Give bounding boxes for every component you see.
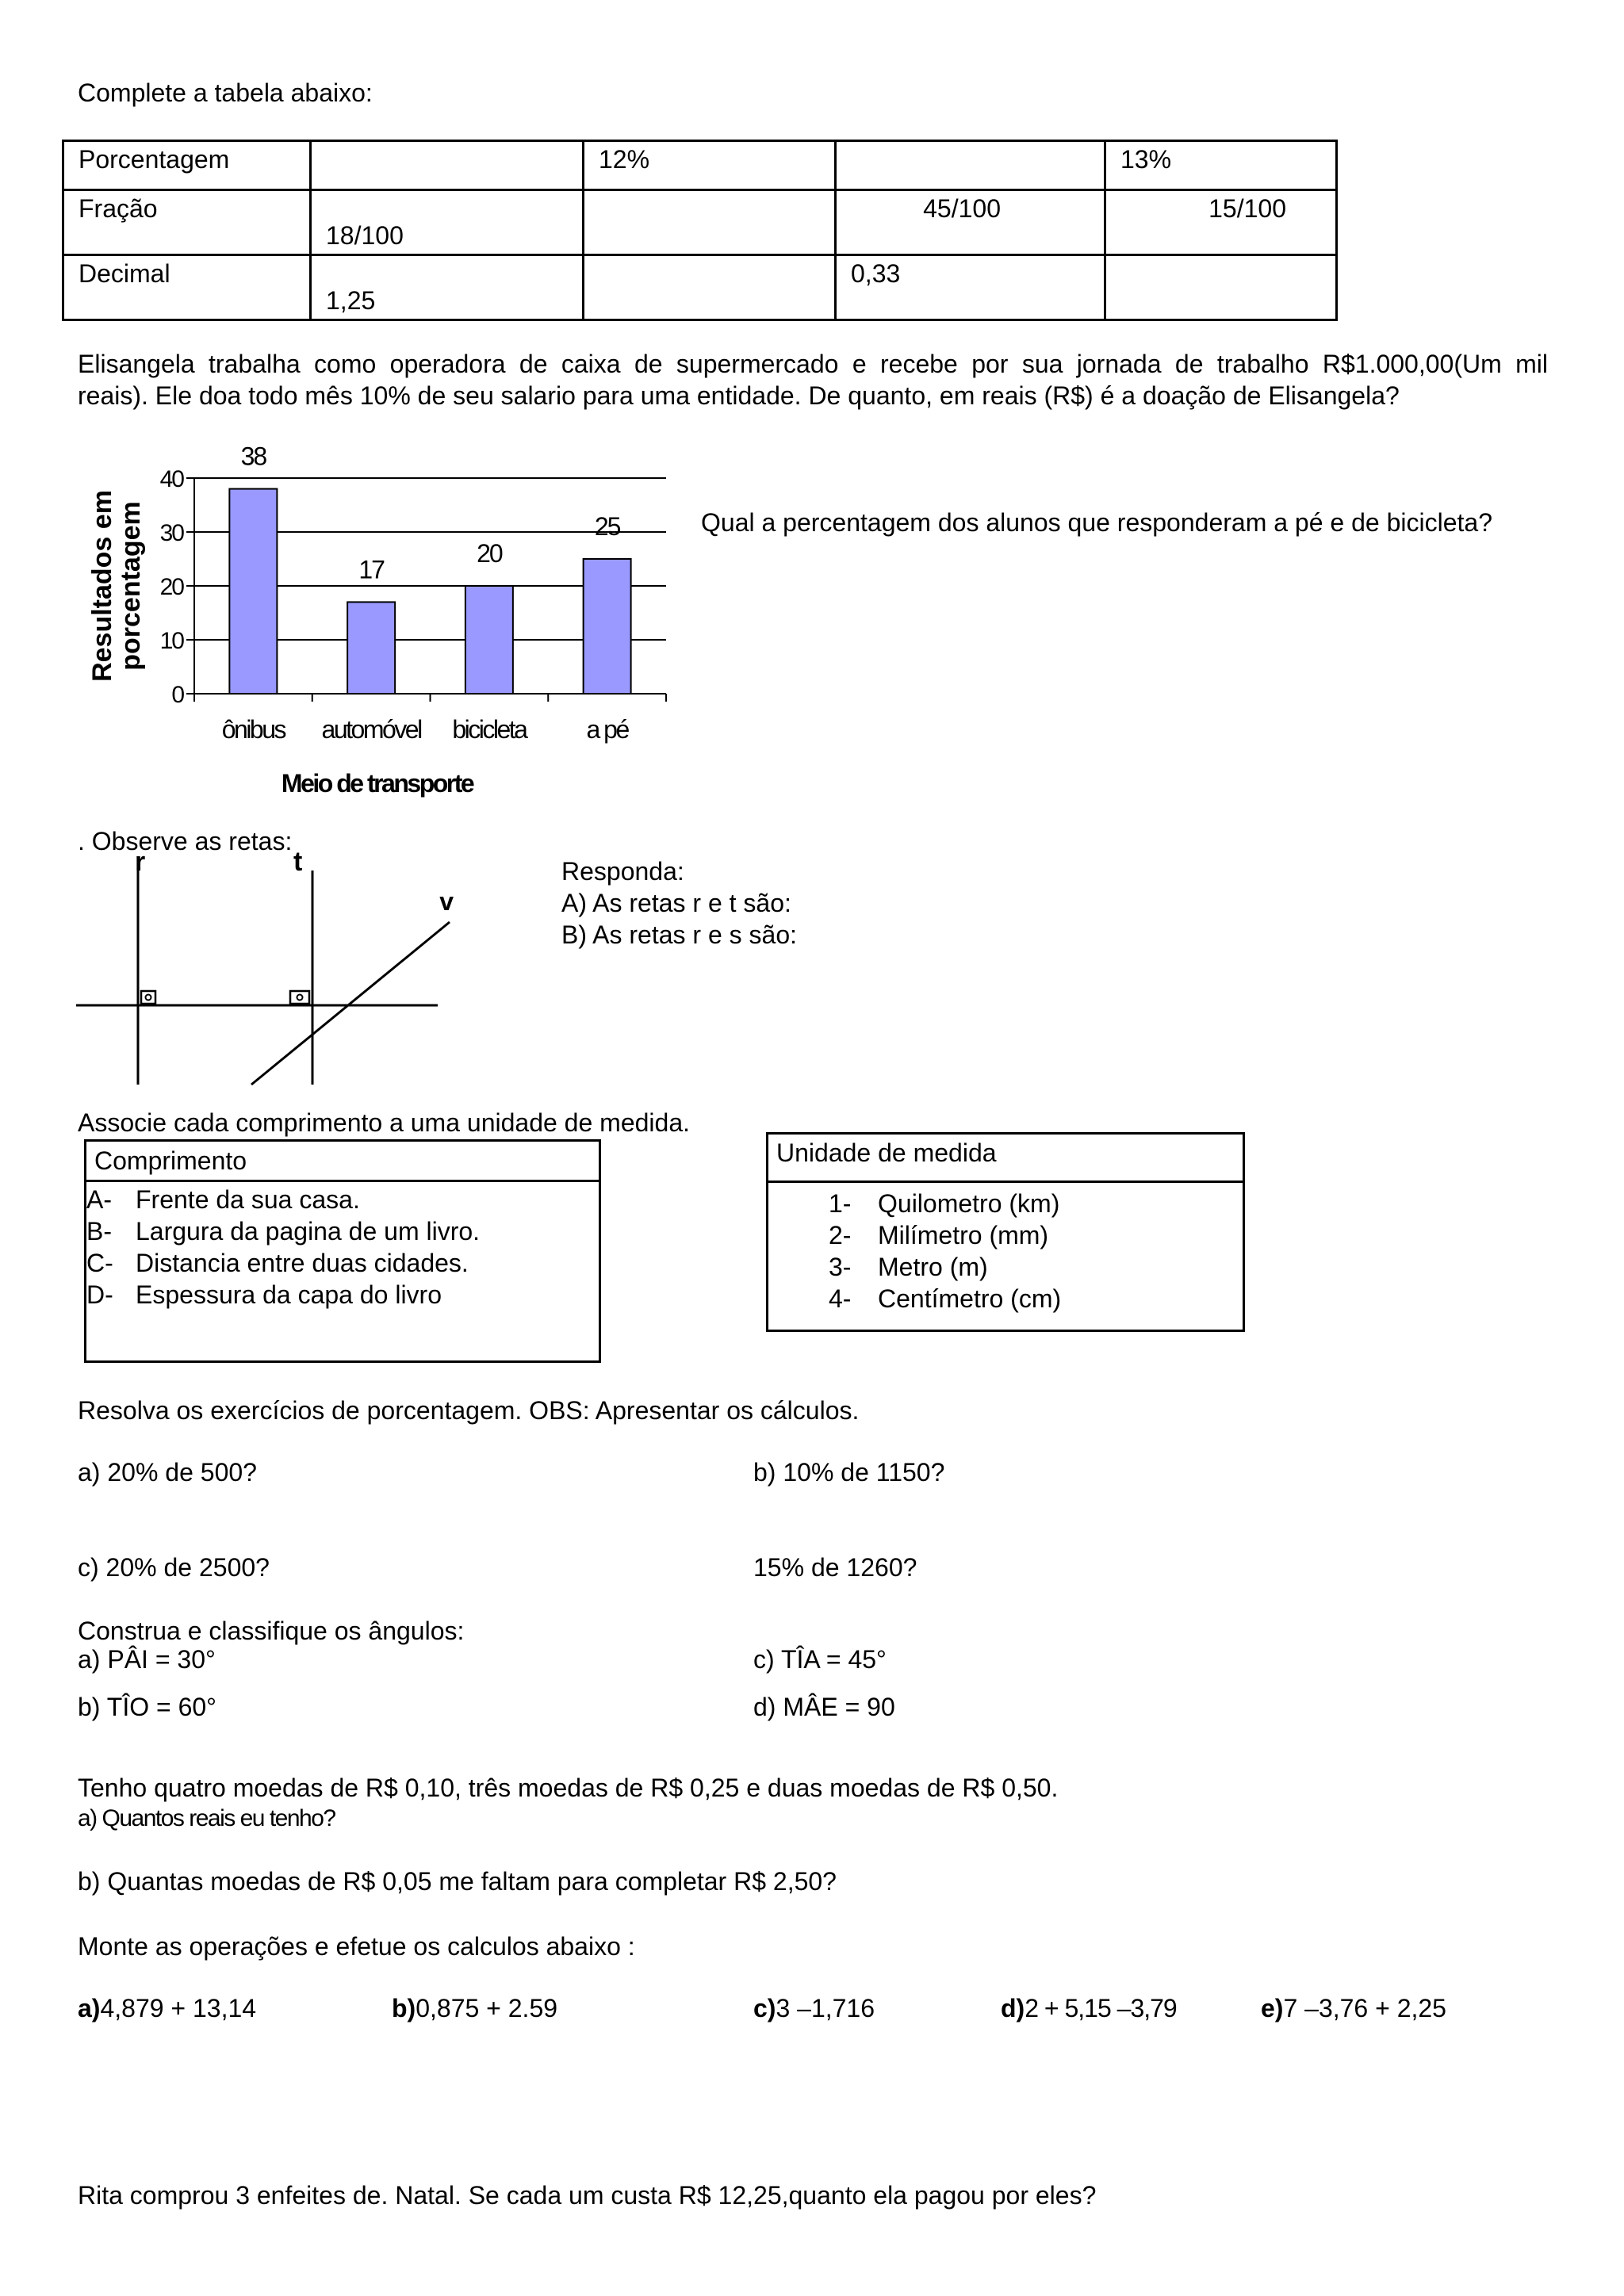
operation-key: e): [1261, 1994, 1284, 2022]
cell-value: 1,25: [326, 286, 376, 315]
bar: [347, 602, 395, 694]
comprimento-box: [84, 1139, 601, 1363]
table-cell: [584, 190, 836, 255]
operation-text: 7 –3,76 + 2,25: [1283, 1994, 1446, 2022]
operation-d: [1001, 1993, 1177, 2023]
retas-intro: . Observe as retas:: [78, 827, 293, 855]
item-text: Quilometro (km): [878, 1189, 1060, 1218]
item-text: Milímetro (mm): [878, 1221, 1049, 1249]
item-text: Frente da sua casa.: [136, 1185, 360, 1214]
right-angle-mark-t: [290, 991, 309, 1004]
operacoes-intro: Monte as operações e efetue os calculos abaixo :: [78, 1932, 635, 1961]
list-item: [86, 1184, 599, 1215]
list-item: [86, 1279, 599, 1311]
item-key: 3-: [829, 1253, 852, 1281]
list-item: [86, 1215, 599, 1247]
operation-c: [753, 1993, 875, 2023]
table-cell: 13%: [1105, 141, 1337, 190]
row-label: Porcentagem: [63, 141, 311, 190]
operation-key: c): [753, 1994, 776, 2022]
respond-label: Responda:: [561, 857, 684, 886]
exercise-a: a) 20% de 500?: [78, 1458, 257, 1487]
line-v: [251, 922, 450, 1085]
item-key: 1-: [829, 1189, 852, 1218]
table-cell: [836, 141, 1105, 190]
operation-text: 2 + 5,15 –3,79: [1025, 1994, 1177, 2022]
moedas-b: b) Quantas moedas de R$ 0,05 me faltam para completar R$ 2,50?: [78, 1867, 837, 1896]
row-label: Fração: [63, 190, 311, 255]
table-row: [63, 255, 1337, 320]
bar: [584, 559, 631, 694]
item-text: Metro (m): [878, 1253, 988, 1281]
item-text: Espessura da capa do livro: [136, 1280, 442, 1309]
comprimento-header: Comprimento: [86, 1142, 599, 1182]
label-t: t: [293, 847, 303, 877]
exercise-c: c) 20% de 2500?: [78, 1553, 270, 1582]
item-key: 4-: [829, 1284, 852, 1313]
table-cell: [1105, 255, 1337, 320]
y-tick-label: 40: [159, 466, 183, 492]
associe-intro: Associe cada comprimento a uma unidade de medida.: [78, 1108, 690, 1137]
angulos-intro: Construa e classifique os ângulos:: [78, 1617, 465, 1645]
exercise-b: b) 10% de 1150?: [753, 1458, 945, 1487]
y-tick-label: 10: [159, 628, 183, 654]
angle-b: b) TÎO = 60°: [78, 1693, 216, 1721]
moedas-a: a) Quantos reais eu tenho?: [78, 1805, 335, 1831]
y-axis-title: Resultados em: [87, 490, 117, 682]
bar-chart: [79, 432, 682, 805]
operation-text: 4,879 + 13,14: [100, 1994, 257, 2022]
porcentagem-intro: Resolva os exercícios de porcentagem. OBS: Apresentar os cálculos.: [78, 1396, 860, 1425]
operation-b: [392, 1993, 557, 2023]
question-a: A) As retas r e t são:: [561, 889, 791, 917]
moedas-line1: Tenho quatro moedas de R$ 0,10, três moedas de R$ 0,25 e duas moedas de R$ 0,50.: [78, 1774, 1059, 1802]
bar: [229, 489, 277, 694]
lines-diagram: [73, 847, 454, 1093]
operation-key: a): [78, 1994, 101, 2022]
list-item: [829, 1188, 1243, 1219]
data-label: 25: [594, 512, 620, 541]
percent-table: [62, 140, 1338, 321]
unidade-box: [766, 1132, 1245, 1332]
bar: [465, 586, 513, 694]
operation-key: d): [1001, 1994, 1025, 2022]
data-label: 38: [240, 442, 266, 471]
angle-d: d) MÂE = 90: [753, 1693, 895, 1721]
list-item: [829, 1219, 1243, 1251]
item-key: A-: [86, 1185, 112, 1214]
operation-text: 0,875 + 2.59: [416, 1994, 558, 2022]
item-key: C-: [86, 1249, 113, 1277]
y-tick-label: 30: [159, 520, 183, 546]
table-row: [63, 190, 1337, 255]
table-intro: Complete a tabela abaixo:: [78, 78, 373, 107]
table-cell: 45/100: [836, 190, 1105, 255]
data-label: 20: [477, 539, 502, 568]
elisangela-line2: reais). Ele doa todo mês 10% de seu salario para uma entidade. De quanto, em reais (R$) é a doação de Elisangela?: [78, 381, 1400, 410]
elisangela-line1: Elisangela trabalha como operadora de caixa de supermercado e recebe por sua jornada de trabalho R$1.000,00(Um mil: [78, 350, 1548, 378]
comprimento-list: [86, 1182, 599, 1311]
list-item: [86, 1247, 599, 1279]
x-tick-label: automóvel: [321, 715, 421, 744]
table-cell: [584, 255, 836, 320]
label-v: v: [439, 887, 454, 916]
table-cell: [311, 141, 584, 190]
table-cell: 12%: [584, 141, 836, 190]
operation-text: 3 –1,716: [776, 1994, 875, 2022]
angle-c: c) TÎA = 45°: [753, 1645, 887, 1674]
y-axis-title: porcentagem: [116, 501, 146, 671]
data-label: 17: [358, 555, 384, 584]
item-text: Distancia entre duas cidades.: [136, 1249, 469, 1277]
y-tick-label: 0: [171, 682, 183, 708]
right-angle-dot: [297, 995, 303, 1001]
item-text: Largura da pagina de um livro.: [136, 1217, 481, 1246]
x-axis-title: Meio de transporte: [281, 769, 473, 798]
chart-question: Qual a percentagem dos alunos que responderam a pé e de bicicleta?: [701, 508, 1492, 537]
unidade-list: [768, 1183, 1243, 1314]
label-r: r: [135, 847, 146, 877]
x-tick-label: bicicleta: [452, 715, 527, 744]
question-b: B) As retas r e s são:: [561, 920, 797, 949]
table-cell: [311, 190, 584, 255]
rita-question: Rita comprou 3 enfeites de. Natal. Se cada um custa R$ 12,25,quanto ela pagou por eles?: [78, 2181, 1097, 2210]
item-key: 2-: [829, 1221, 852, 1249]
unidade-header: Unidade de medida: [768, 1135, 1243, 1183]
list-item: [829, 1251, 1243, 1283]
row-label: Decimal: [63, 255, 311, 320]
table-cell: 0,33: [836, 255, 1105, 320]
table-cell: 15/100: [1105, 190, 1337, 255]
x-tick-label: a pé: [586, 715, 628, 744]
right-angle-dot: [146, 995, 151, 1001]
item-key: D-: [86, 1280, 113, 1309]
operation-a: [78, 1993, 256, 2023]
item-text: Centímetro (cm): [878, 1284, 1062, 1313]
right-angle-mark-r: [141, 991, 155, 1004]
exercise-d: 15% de 1260?: [753, 1553, 917, 1582]
angle-a: a) PÂI = 30°: [78, 1645, 216, 1674]
operation-key: b): [392, 1994, 416, 2022]
y-tick-label: 20: [159, 574, 183, 600]
item-key: B-: [86, 1217, 112, 1246]
x-tick-label: ônibus: [221, 715, 285, 744]
table-row: [63, 141, 1337, 190]
list-item: [829, 1283, 1243, 1314]
operation-e: [1261, 1993, 1446, 2023]
cell-value: 18/100: [326, 221, 404, 250]
table-cell: [311, 255, 584, 320]
